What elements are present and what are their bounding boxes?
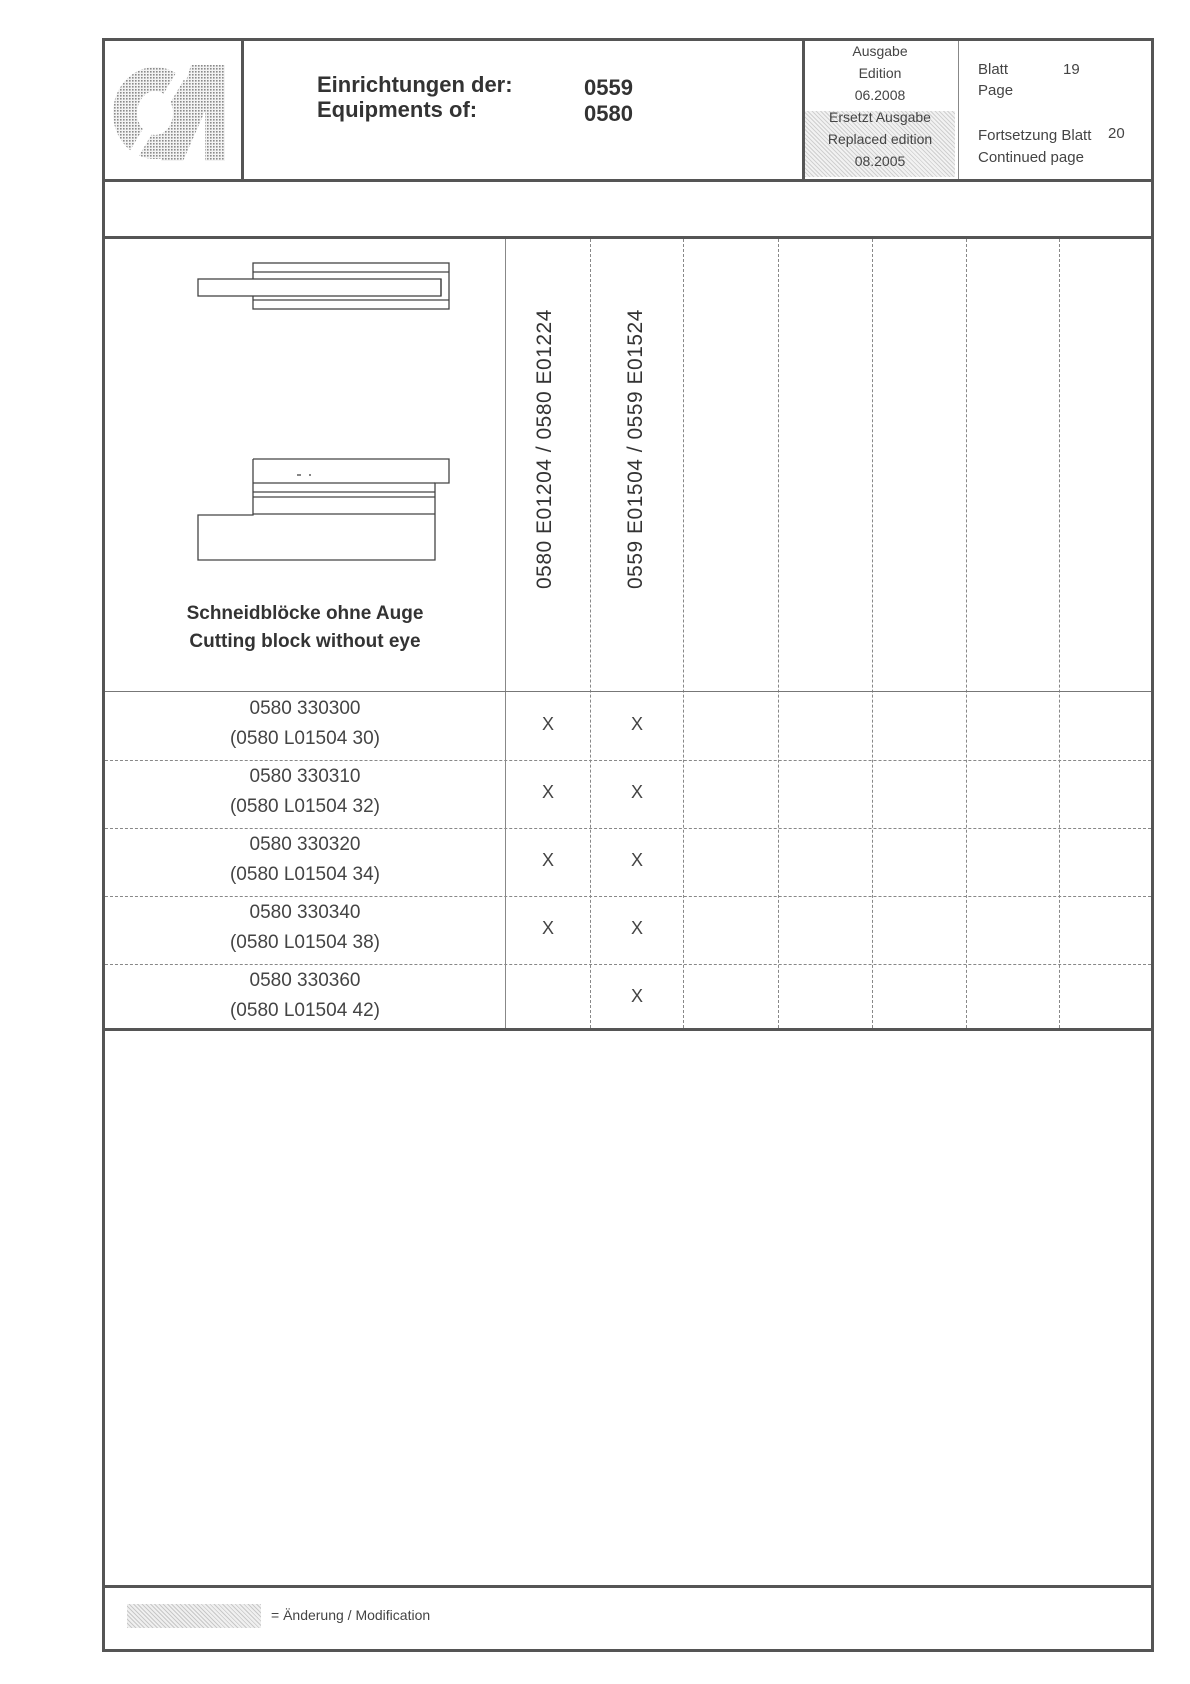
title-english: Equipments of: [317,97,478,122]
table-row [105,896,1151,965]
part-reference: (0580 L01504 34) [229,864,380,885]
mark-col-1: X [541,782,554,802]
page-label-de: Blatt [978,61,1009,78]
table-row [105,760,1151,829]
title-german: Einrichtungen der: [317,72,513,97]
part-reference: (0580 L01504 38) [229,932,380,953]
cutting-block-drawing [115,239,495,599]
edition-cell [802,41,959,179]
column-header-2: 0559 E01504 / 0559 E01524 [624,309,647,589]
continued-label-en: Continued page [978,149,1084,166]
part-number: 0580 330340 [249,902,361,923]
caption-german: Schneidblöcke ohne Auge [186,603,424,624]
part-number: 0580 330320 [249,834,361,855]
replaced-label-en: Replaced edition [827,131,933,147]
page-frame [102,38,1154,1652]
mark-col-1: X [541,850,554,870]
mark-col-2: X [630,850,643,870]
mark-col-2: X [630,714,643,734]
column-header-1: 0580 E01204 / 0580 E01224 [533,309,556,589]
edition-date: 06.2008 [854,87,906,103]
mark-col-2: X [630,782,643,802]
mark-col-1: X [541,918,554,938]
edition-label-de: Ausgabe [852,43,908,59]
part-number: 0580 330360 [249,970,361,991]
mark-col-1: X [541,714,554,734]
footer [105,1585,1151,1652]
model-number-1: 0559 [584,75,633,100]
caption-english: Cutting block without eye [189,631,421,652]
part-number: 0580 330310 [249,766,361,787]
continued-label-de: Fortsetzung Blatt [978,127,1092,144]
equipment-table [105,239,1151,1031]
logo-cell [105,41,244,179]
mark-col-2: X [630,918,643,938]
modification-swatch [127,1604,261,1628]
table-row [105,828,1151,897]
part-reference: (0580 L01504 32) [229,796,380,817]
replaced-label-de: Ersetzt Ausgabe [829,109,931,125]
edition-label-en: Edition [858,65,902,81]
company-logo [105,41,241,179]
part-number: 0580 330300 [249,698,361,719]
model-number-2: 0580 [584,101,633,126]
page-cell [956,41,1151,179]
page-label-en: Page [978,82,1014,99]
page-number: 19 [1063,61,1080,78]
replaced-date: 08.2005 [854,153,906,169]
part-reference: (0580 L01504 42) [229,1000,380,1021]
title-cell [244,41,802,179]
table-row [105,964,1151,1032]
part-reference: (0580 L01504 30) [229,728,380,749]
modification-legend: = Änderung / Modification [271,1607,431,1623]
header [105,41,1151,182]
mark-col-2: X [630,986,643,1006]
table-row [105,692,1151,761]
blank-band [105,182,1151,239]
table-header [105,239,1151,692]
continued-number: 20 [1108,125,1125,142]
